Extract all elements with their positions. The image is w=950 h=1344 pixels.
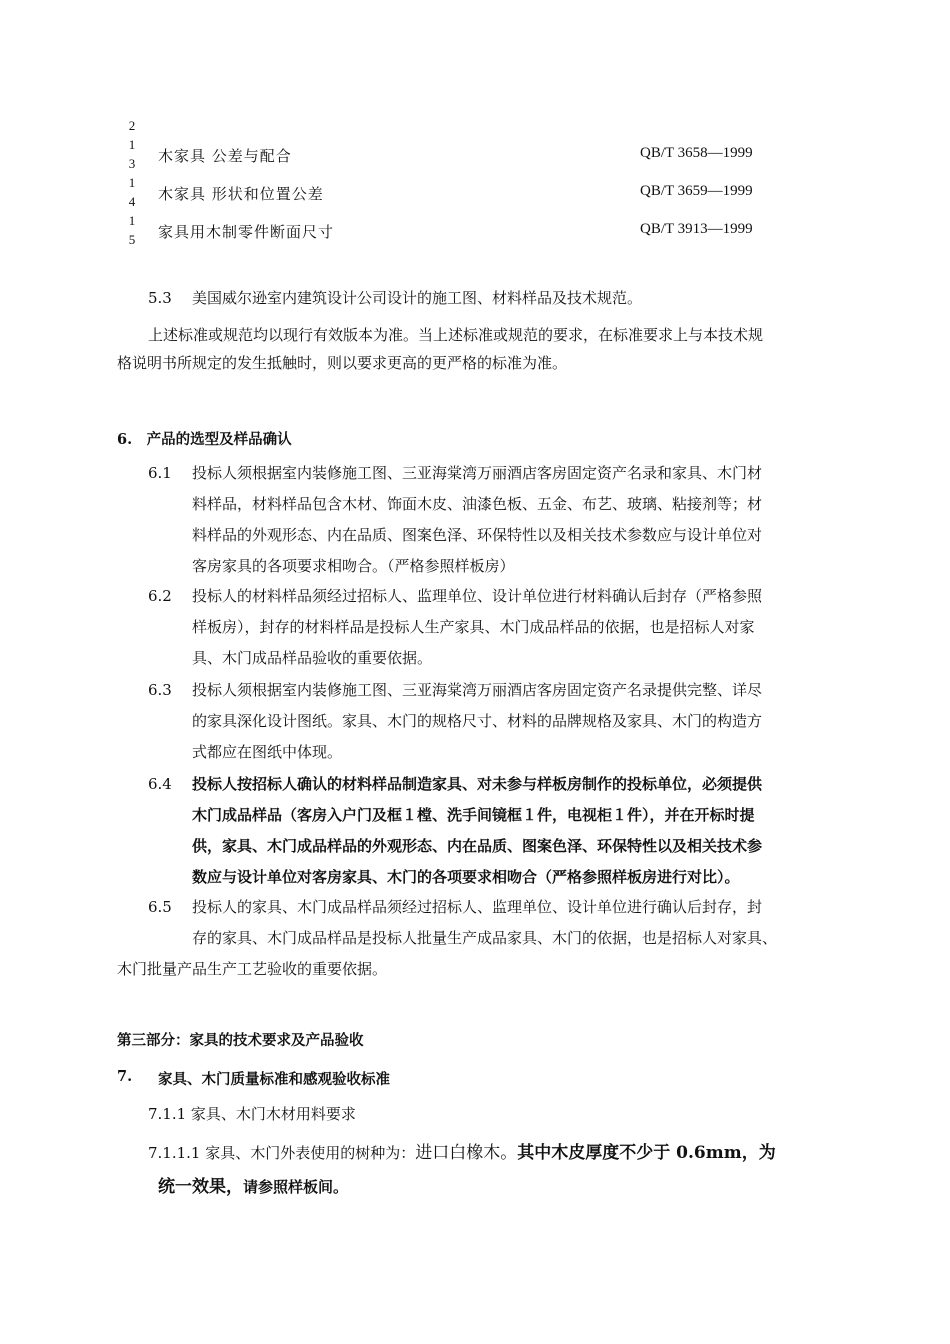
section-heading: 6. 产品的选型及样品确认 [117, 431, 292, 448]
para-line: 料样品的外观形态、内在品质、图案色泽、环保特性以及相关技术参数应与设计单位对 [192, 526, 763, 544]
para-line: 供，家具、木门成品样品的外观形态、内在品质、图案色泽、环保特性以及相关技术参 [192, 837, 763, 855]
note-line: 上述标准或规范均以现行有效版本为准。当上述标准或规范的要求，在标准要求上与本技术规 [148, 326, 764, 344]
standard-code: QB/T 3659—1999 [640, 183, 753, 199]
para-line: 式都应在图纸中体现。 [192, 743, 343, 761]
para-line: 样板房），封存的材料样品是投标人生产家具、木门成品样品的依据，也是招标人对家 [192, 618, 755, 636]
item-number: 6.1 [148, 464, 172, 482]
para-line: 客房家具的各项要求相吻合。（严格参照样板房） [192, 557, 515, 575]
section-number: 7. [117, 1068, 133, 1085]
row-number: 5 [128, 232, 136, 247]
item-value: 进口白橡木。 [415, 1143, 518, 1163]
section-heading: 家具、木门质量标准和感观验收标准 [158, 1071, 390, 1088]
row-number: 1 [128, 137, 136, 152]
item-7-1-1-1 [148, 1138, 776, 1163]
row-number: 4 [128, 194, 136, 209]
item-7-1-1-1-continued [158, 1172, 348, 1197]
standard-name: 木家具 形状和位置公差 [158, 185, 324, 203]
para-line: 投标人的家具、木门成品样品须经过招标人、监理单位、设计单位进行确认后封存，封 [192, 898, 763, 916]
standard-name: 木家具 公差与配合 [158, 147, 292, 165]
item-number: 6.4 [148, 775, 172, 793]
row-number: 1 [128, 213, 136, 228]
item-paragraph [117, 892, 777, 985]
standard-code: QB/T 3658—1999 [640, 145, 753, 161]
item-paragraph [192, 458, 762, 582]
item-bold-text: 统一效果， [158, 1177, 243, 1197]
para-line: 的家具深化设计图纸。家具、木门的规格尺寸、材料的品牌规格及家具、木门的构造方 [192, 712, 763, 730]
para-line: 投标人须根据室内装修施工图、三亚海棠湾万丽酒店客房固定资产名录和家具、木门材 [192, 464, 763, 482]
para-line: 木门成品样品（客房入户门及框１樘、洗手间镜框１件，电视柜１件），并在开标时提 [192, 806, 755, 824]
standard-name: 家具用木制零件断面尺寸 [158, 223, 335, 241]
para-line: 投标人须根据室内装修施工图、三亚海棠湾万丽酒店客房固定资产名录提供完整、详尽 [192, 681, 763, 699]
row-number: 2 [128, 118, 136, 133]
note-line: 格说明书所规定的发生抵触时，则以要求更高的更严格的标准为准。 [117, 354, 568, 372]
item-number: 6.5 [148, 898, 172, 916]
subsection-heading: 7.1.1 家具、木门木材用料要求 [148, 1105, 356, 1123]
para-line: 木门批量产品生产工艺验收的重要依据。 [117, 960, 388, 978]
standard-code: QB/T 3913—1999 [640, 221, 753, 237]
item-paragraph-bold [192, 769, 762, 893]
item-number: 6.3 [148, 681, 172, 699]
item-number: 5.3 [148, 289, 172, 307]
para-line: 存的家具、木门成品样品是投标人批量生产成品家具、木门的依据，也是招标人对家具、 [192, 929, 778, 947]
item-paragraph [192, 581, 762, 674]
row-number: 3 [128, 156, 136, 171]
item-prefix: 7.1.1.1 家具、木门外表使用的树种为： [148, 1144, 416, 1162]
item-paragraph [192, 675, 762, 768]
item-number: 6.2 [148, 587, 172, 605]
standards-table [0, 0, 950, 260]
para-line: 投标人按招标人确认的材料样品制造家具、对未参与样板房制作的投标单位，必须提供 [192, 775, 763, 793]
item-text: 美国威尔逊室内建筑设计公司设计的施工图、材料样品及技术规范。 [192, 289, 643, 307]
part-heading: 第三部分：家具的技术要求及产品验收 [117, 1032, 364, 1049]
row-number: 1 [128, 175, 136, 190]
para-line: 具、木门成品样品验收的重要依据。 [192, 649, 433, 667]
para-line: 数应与设计单位对客房家具、木门的各项要求相吻合（严格参照样板房进行对比）。 [192, 868, 740, 886]
para-line: 投标人的材料样品须经过招标人、监理单位、设计单位进行材料确认后封存（严格参照 [192, 587, 763, 605]
item-bold-text: 请参照样板间。 [243, 1178, 349, 1196]
para-line: 料样品，材料样品包含木材、饰面木皮、油漆色板、五金、布艺、玻璃、粘接剂等；材 [192, 495, 763, 513]
item-bold-text: 其中木皮厚度不少于 0.6mm，为 [517, 1143, 776, 1163]
